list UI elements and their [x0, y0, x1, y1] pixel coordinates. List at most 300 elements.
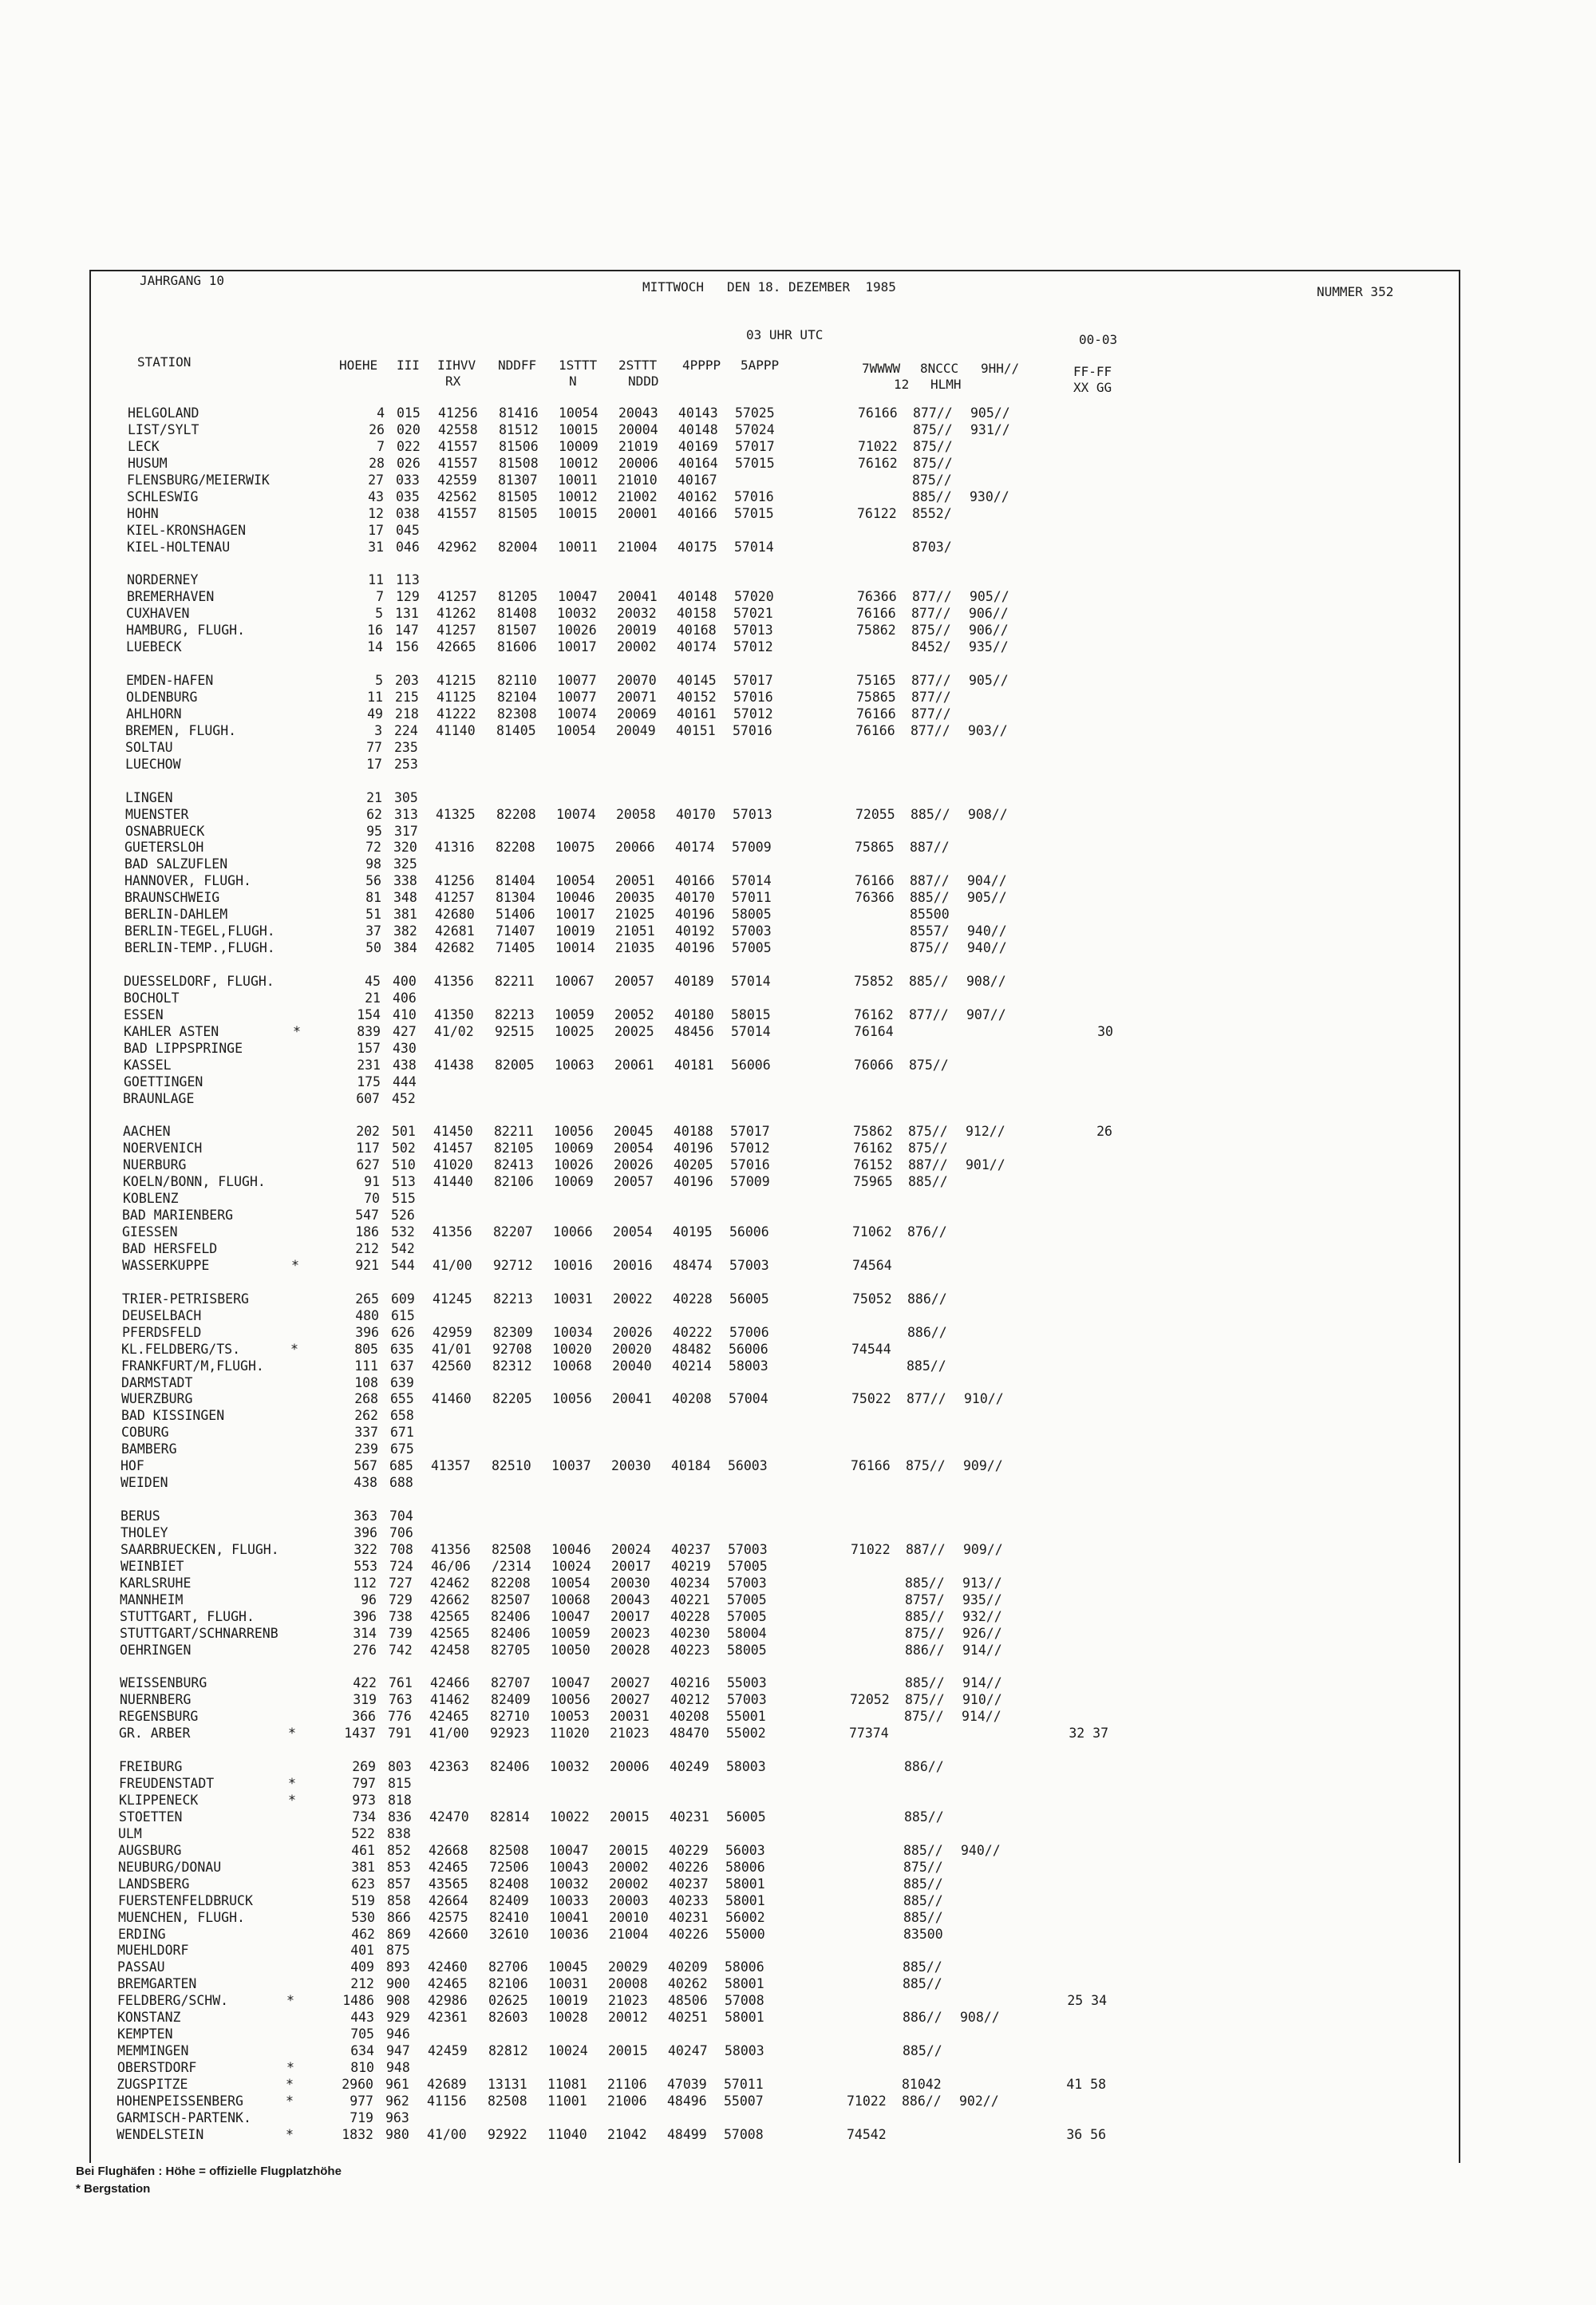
column-header-ff: FF-FF: [1073, 364, 1112, 379]
temp-1sttt: 10077: [557, 690, 597, 705]
station-name: ULM: [118, 1826, 142, 1841]
mountain-mark: *: [288, 1726, 296, 1741]
tendency-5appp: 57013: [733, 807, 772, 822]
pressure-4pppp: 40174: [675, 840, 715, 855]
temp-1sttt: 10037: [551, 1458, 591, 1473]
station-name: SAARBRUECKEN, FLUGH.: [120, 1542, 279, 1557]
station-id: 875: [386, 1943, 410, 1958]
iihvv: 41/00: [433, 1258, 472, 1273]
pressure-4pppp: 40143: [678, 405, 718, 421]
iihvv: 42560: [432, 1358, 472, 1374]
weather-7wwww: 76166: [858, 405, 898, 421]
nddff: 82207: [493, 1224, 533, 1239]
station-id: 742: [389, 1643, 413, 1658]
station-name: FREUDENSTADT: [119, 1776, 215, 1791]
tendency-5appp: 58001: [725, 1876, 765, 1892]
height: 797: [352, 1776, 376, 1791]
station-name: HOHENPEISSENBERG: [117, 2093, 243, 2109]
iihvv: 41256: [438, 405, 478, 421]
group-9hh: 914//: [962, 1643, 1002, 1658]
nddff: 81408: [497, 606, 537, 621]
dew-2sttt: 21023: [610, 1726, 650, 1741]
tendency-5appp: 56005: [729, 1291, 769, 1307]
nddff: 81416: [499, 405, 539, 421]
clouds-8nccc: 877//: [911, 706, 951, 722]
clouds-8nccc: 886//: [903, 2010, 942, 2025]
tendency-5appp: 57017: [730, 1124, 770, 1139]
station-id: 727: [389, 1576, 413, 1591]
weather-7wwww: 76162: [853, 1141, 893, 1156]
tendency-5appp: 57014: [734, 540, 774, 555]
column-header-ff-sub: XX GG: [1073, 380, 1112, 395]
pressure-4pppp: 48482: [672, 1342, 712, 1357]
nddff: 92712: [493, 1258, 533, 1273]
clouds-8nccc: 81042: [902, 2077, 942, 2092]
temp-1sttt: 10047: [551, 1609, 591, 1624]
weather-7wwww: 75022: [851, 1391, 891, 1406]
station-name: PASSAU: [117, 1959, 165, 1975]
group-9hh: 910//: [964, 1391, 1004, 1406]
station-id: 858: [387, 1893, 411, 1908]
station-name: ERDING: [118, 1927, 166, 1942]
group-9hh: 935//: [969, 639, 1009, 654]
station-name: SOLTAU: [125, 740, 173, 755]
group-9hh: 940//: [961, 1843, 1001, 1858]
height: 21: [366, 790, 382, 805]
station-id: 544: [391, 1258, 415, 1273]
station-id: 430: [393, 1041, 417, 1056]
dew-2sttt: 20024: [611, 1542, 651, 1557]
pressure-4pppp: 40208: [672, 1391, 712, 1406]
temp-1sttt: 10015: [559, 422, 598, 437]
station-name: OLDENBURG: [126, 690, 198, 705]
height: 265: [355, 1291, 379, 1307]
nddff: 82406: [490, 1759, 530, 1774]
station-name: KEMPTEN: [117, 2026, 173, 2042]
nddff: 82208: [496, 807, 536, 822]
temp-1sttt: 10031: [553, 1291, 593, 1307]
station-id: 738: [389, 1609, 413, 1624]
clouds-8nccc: 885//: [905, 1675, 945, 1690]
pressure-4pppp: 40181: [674, 1058, 714, 1073]
nddff: 81304: [496, 890, 535, 905]
pressure-4pppp: 40196: [674, 1174, 713, 1189]
station-name: SCHLESWIG: [127, 489, 199, 504]
dew-2sttt: 20041: [618, 589, 658, 604]
column-header-iihvv-sub: RX: [445, 374, 461, 389]
group-9hh: 926//: [962, 1626, 1002, 1641]
station-name: LUECHOW: [125, 757, 181, 772]
station-name: HOHN: [127, 506, 159, 521]
iihvv: 41557: [438, 439, 478, 454]
mountain-mark: *: [291, 1258, 299, 1273]
dew-2sttt: 20030: [611, 1458, 651, 1473]
height: 401: [350, 1943, 374, 1958]
iihvv: 41357: [431, 1458, 471, 1473]
station-name: OEHRINGEN: [120, 1643, 192, 1658]
station-id: 818: [388, 1793, 412, 1808]
issue-number: NUMMER 352: [1317, 284, 1394, 299]
nddff: 81606: [497, 639, 537, 654]
pressure-4pppp: 40212: [670, 1692, 710, 1707]
pressure-4pppp: 40170: [675, 890, 715, 905]
tendency-5appp: 56006: [729, 1224, 769, 1239]
temp-1sttt: 10017: [555, 907, 595, 922]
height: 11: [368, 572, 384, 587]
iihvv: 42962: [437, 540, 477, 555]
weather-7wwww: 75852: [854, 974, 894, 989]
height: 322: [354, 1542, 377, 1557]
tendency-5appp: 57013: [733, 623, 773, 638]
iihvv: 41557: [438, 456, 478, 471]
height: 396: [354, 1525, 377, 1540]
dew-2sttt: 20002: [617, 639, 657, 654]
station-name: LUEBECK: [126, 639, 182, 654]
nddff: 82603: [488, 2010, 528, 2025]
tendency-5appp: 57009: [730, 1174, 770, 1189]
station-id: 038: [396, 506, 420, 521]
pressure-4pppp: 40170: [676, 807, 716, 822]
nddff: 82508: [489, 1843, 529, 1858]
tendency-5appp: 58003: [725, 2043, 764, 2058]
temp-1sttt: 10034: [553, 1325, 593, 1340]
temp-1sttt: 10063: [555, 1058, 595, 1073]
clouds-8nccc: 885//: [911, 807, 950, 822]
iihvv: 42682: [435, 940, 475, 955]
iihvv: 41262: [437, 606, 476, 621]
station-name: NUERBURG: [123, 1157, 187, 1172]
nddff: 82106: [494, 1174, 534, 1189]
station-id: 317: [394, 824, 418, 839]
clouds-8nccc: 8703/: [912, 540, 952, 555]
iihvv: 42559: [437, 472, 477, 488]
pressure-4pppp: 40249: [670, 1759, 709, 1774]
station-id: 046: [396, 540, 420, 555]
station-name: OBERSTDORF: [117, 2060, 197, 2075]
temp-1sttt: 10028: [548, 2010, 588, 2025]
height: 111: [354, 1358, 378, 1374]
height: 480: [355, 1308, 379, 1323]
temp-1sttt: 10059: [555, 1007, 595, 1022]
tendency-5appp: 57015: [735, 456, 775, 471]
station-id: 658: [390, 1408, 414, 1423]
height: 363: [354, 1508, 377, 1524]
weather-7wwww: 76066: [854, 1058, 894, 1073]
nddff: 82812: [488, 2043, 528, 2058]
weather-7wwww: 75965: [853, 1174, 893, 1189]
dew-2sttt: 20071: [617, 690, 657, 705]
station-name: WEINBIET: [120, 1559, 184, 1574]
dew-2sttt: 20025: [614, 1024, 654, 1039]
nddff: 82105: [494, 1141, 534, 1156]
height: 1437: [344, 1726, 376, 1741]
station-id: 763: [389, 1692, 413, 1707]
iihvv: 41140: [436, 723, 476, 738]
dew-2sttt: 20070: [617, 673, 657, 688]
weather-7wwww: 76162: [854, 1007, 894, 1022]
nddff: 92515: [495, 1024, 535, 1039]
iihvv: 41325: [436, 807, 476, 822]
station-name: EMDEN-HAFEN: [126, 673, 214, 688]
station-id: 532: [391, 1224, 415, 1239]
height: 117: [356, 1141, 380, 1156]
iihvv: 41462: [430, 1692, 470, 1707]
group-9hh: 905//: [970, 589, 1009, 604]
dew-2sttt: 20001: [618, 506, 658, 521]
station-id: 156: [395, 639, 419, 654]
group-9hh: 907//: [966, 1007, 1006, 1022]
dew-2sttt: 20054: [613, 1224, 653, 1239]
temp-1sttt: 10032: [549, 1876, 589, 1892]
iihvv: 41438: [434, 1058, 474, 1073]
height: 70: [364, 1191, 380, 1206]
pressure-4pppp: 40168: [677, 623, 717, 638]
dew-2sttt: 20045: [614, 1124, 654, 1139]
pressure-4pppp: 40226: [669, 1860, 709, 1875]
iihvv: 42460: [428, 1959, 468, 1975]
station-name: HANNOVER, FLUGH.: [124, 873, 251, 888]
tendency-5appp: 57024: [735, 422, 775, 437]
pressure-4pppp: 40162: [678, 489, 717, 504]
height: 269: [352, 1759, 376, 1774]
station-id: 305: [394, 790, 418, 805]
clouds-8nccc: 875//: [906, 1458, 946, 1473]
station-name: BREMEN, FLUGH.: [125, 723, 237, 738]
clouds-8nccc: 876//: [907, 1224, 947, 1239]
height: 1486: [342, 1993, 374, 2008]
height: 530: [351, 1910, 375, 1925]
nddff: 81307: [498, 472, 538, 488]
station-id: 836: [388, 1809, 412, 1825]
temp-1sttt: 10047: [558, 589, 598, 604]
clouds-8nccc: 885//: [903, 1893, 943, 1908]
station-id: 325: [393, 856, 417, 872]
column-header-4pppp: 4PPPP: [682, 358, 721, 373]
station-id: 035: [396, 489, 420, 504]
tendency-5appp: 55000: [725, 1927, 765, 1942]
station-id: 791: [388, 1726, 412, 1741]
height: 366: [352, 1709, 376, 1724]
dew-2sttt: 20020: [612, 1342, 652, 1357]
group-9hh: 905//: [969, 673, 1009, 688]
height: 202: [356, 1124, 380, 1139]
station-id: 639: [390, 1375, 414, 1390]
temp-1sttt: 10069: [554, 1141, 594, 1156]
station-id: 929: [386, 2010, 410, 2025]
mountain-mark: *: [286, 2077, 294, 2092]
station-id: 803: [388, 1759, 412, 1774]
pressure-4pppp: 40151: [676, 723, 716, 738]
station-id: 761: [389, 1675, 413, 1690]
dew-2sttt: 20017: [610, 1609, 650, 1624]
weather-7wwww: 76366: [857, 589, 897, 604]
height: 17: [366, 757, 382, 772]
clouds-8nccc: 8552/: [912, 506, 952, 521]
dew-2sttt: 21010: [618, 472, 658, 488]
height: 43: [368, 489, 384, 504]
station-name: WEISSENBURG: [120, 1675, 207, 1690]
tendency-5appp: 57015: [734, 506, 774, 521]
height: 553: [354, 1559, 377, 1574]
clouds-8nccc: 8557/: [910, 923, 950, 939]
clouds-8nccc: 885//: [907, 1358, 946, 1374]
clouds-8nccc: 877//: [913, 405, 953, 421]
nddff: 82408: [489, 1876, 529, 1892]
dew-2sttt: 20035: [615, 890, 655, 905]
tendency-5appp: 58005: [732, 907, 772, 922]
mountain-mark: *: [288, 1793, 296, 1808]
station-id: 704: [389, 1508, 413, 1524]
pressure-4pppp: 40216: [670, 1675, 710, 1690]
temp-1sttt: 10011: [558, 472, 598, 488]
tendency-5appp: 57014: [731, 1024, 771, 1039]
pressure-4pppp: 40148: [678, 422, 718, 437]
station-name: KOBLENZ: [123, 1191, 179, 1206]
station-name: GUETERSLOH: [124, 840, 204, 855]
clouds-8nccc: 877//: [909, 1007, 949, 1022]
temp-1sttt: 10017: [557, 639, 597, 654]
station-name: KL.FELDBERG/TS.: [121, 1342, 241, 1357]
iihvv: 42459: [428, 2043, 468, 2058]
iihvv: 41215: [437, 673, 476, 688]
station-name: ZUGSPITZE: [117, 2077, 188, 2092]
clouds-8nccc: 8757/: [905, 1592, 945, 1607]
height: 2960: [342, 2077, 373, 2092]
group-9hh: 931//: [970, 422, 1010, 437]
tendency-5appp: 56005: [726, 1809, 766, 1825]
temp-1sttt: 10032: [550, 1759, 590, 1774]
height: 337: [354, 1425, 378, 1440]
station-id: 963: [385, 2110, 409, 2125]
pressure-4pppp: 40161: [677, 706, 717, 722]
nddff: 82507: [491, 1592, 531, 1607]
iihvv: 41356: [431, 1542, 471, 1557]
height: 607: [356, 1091, 380, 1106]
tendency-5appp: 57005: [728, 1559, 768, 1574]
station-name: HAMBURG, FLUGH.: [126, 623, 246, 638]
dew-2sttt: 20015: [609, 1843, 649, 1858]
wind-gusts: 32 37: [1069, 1726, 1108, 1741]
tendency-5appp: 57003: [729, 1258, 769, 1273]
station-name: GR. ARBER: [119, 1726, 191, 1741]
station-name: BREMGARTEN: [117, 1976, 197, 1991]
height: 319: [353, 1692, 377, 1707]
clouds-8nccc: 875//: [905, 1692, 945, 1707]
station-name: FRANKFURT/M,FLUGH.: [121, 1358, 264, 1374]
station-name: FELDBERG/SCHW.: [117, 1993, 229, 2008]
height: 98: [365, 856, 381, 872]
iihvv: 42565: [430, 1626, 470, 1641]
station-id: 203: [395, 673, 419, 688]
nddff: 82213: [493, 1291, 533, 1307]
dew-2sttt: 20054: [614, 1141, 654, 1156]
tendency-5appp: 57003: [732, 923, 772, 939]
mountain-mark: *: [288, 1776, 296, 1791]
station-id: 853: [387, 1860, 411, 1875]
nddff: 81505: [498, 489, 538, 504]
temp-1sttt: 10068: [552, 1358, 592, 1374]
nddff: 02625: [488, 1993, 528, 2008]
height: 112: [353, 1576, 377, 1591]
height: 27: [368, 472, 384, 488]
nddff: 82213: [495, 1007, 535, 1022]
station-name: WENDELSTEIN: [117, 2127, 204, 2142]
dew-2sttt: 20006: [610, 1759, 650, 1774]
station-name: KOELN/BONN, FLUGH.: [123, 1174, 266, 1189]
height: 11: [367, 690, 383, 705]
pressure-4pppp: 40180: [674, 1007, 714, 1022]
station-id: 438: [393, 1058, 417, 1073]
station-id: 675: [390, 1441, 414, 1457]
temp-1sttt: 10020: [552, 1342, 592, 1357]
iihvv: 41356: [434, 974, 474, 989]
clouds-8nccc: 875//: [913, 439, 953, 454]
clouds-8nccc: 885//: [904, 1809, 944, 1825]
nddff: 82309: [493, 1325, 533, 1340]
height: 396: [355, 1325, 379, 1340]
station-name: BERLIN-TEMP.,FLUGH.: [124, 940, 275, 955]
station-name: GARMISCH-PARTENK.: [117, 2110, 251, 2125]
dew-2sttt: 20022: [613, 1291, 653, 1307]
station-name: DEUSELBACH: [122, 1308, 202, 1323]
weather-7wwww: 76166: [856, 606, 896, 621]
clouds-8nccc: 875//: [912, 472, 952, 488]
temp-1sttt: 10033: [549, 1893, 589, 1908]
clouds-8nccc: 887//: [910, 840, 950, 855]
nddff: 71405: [496, 940, 535, 955]
station-id: 348: [393, 890, 417, 905]
height: 623: [351, 1876, 375, 1892]
dew-2sttt: 20026: [614, 1157, 654, 1172]
iihvv: 41245: [433, 1291, 472, 1307]
station-name: BAD KISSINGEN: [121, 1408, 225, 1423]
height: 157: [357, 1041, 381, 1056]
pressure-4pppp: 40214: [672, 1358, 712, 1374]
station-id: 502: [392, 1141, 416, 1156]
column-header-2sttt: 2STTT: [618, 358, 658, 373]
weather-7wwww: 76166: [851, 1458, 891, 1473]
dew-2sttt: 21002: [618, 489, 658, 504]
iihvv: 42465: [429, 1860, 468, 1875]
station-id: 384: [393, 940, 417, 955]
height: 14: [367, 639, 383, 654]
clouds-8nccc: 885//: [912, 489, 952, 504]
station-name: FUERSTENFELDBRUCK: [118, 1893, 253, 1908]
mountain-mark: *: [286, 2093, 294, 2109]
height: 231: [357, 1058, 381, 1073]
clouds-8nccc: 875//: [909, 1058, 949, 1073]
station-id: 338: [393, 873, 417, 888]
station-name: LINGEN: [125, 790, 173, 805]
height: 977: [350, 2093, 373, 2109]
temp-1sttt: 10066: [553, 1224, 593, 1239]
station-id: 729: [389, 1592, 413, 1607]
height: 31: [368, 540, 384, 555]
temp-1sttt: 10045: [548, 1959, 588, 1975]
iihvv: 42681: [435, 923, 475, 939]
iihvv: 41222: [437, 706, 476, 722]
station-name: HUSUM: [128, 456, 168, 471]
height: 108: [354, 1375, 378, 1390]
clouds-8nccc: 885//: [903, 1976, 942, 1991]
mountain-mark: *: [293, 1024, 301, 1039]
group-9hh: 905//: [970, 405, 1010, 421]
tendency-5appp: 58006: [725, 1959, 764, 1975]
height: 12: [368, 506, 384, 521]
clouds-8nccc: 875//: [903, 1860, 943, 1875]
temp-1sttt: 10054: [551, 1576, 591, 1591]
station-name: AHLHORN: [126, 706, 182, 722]
